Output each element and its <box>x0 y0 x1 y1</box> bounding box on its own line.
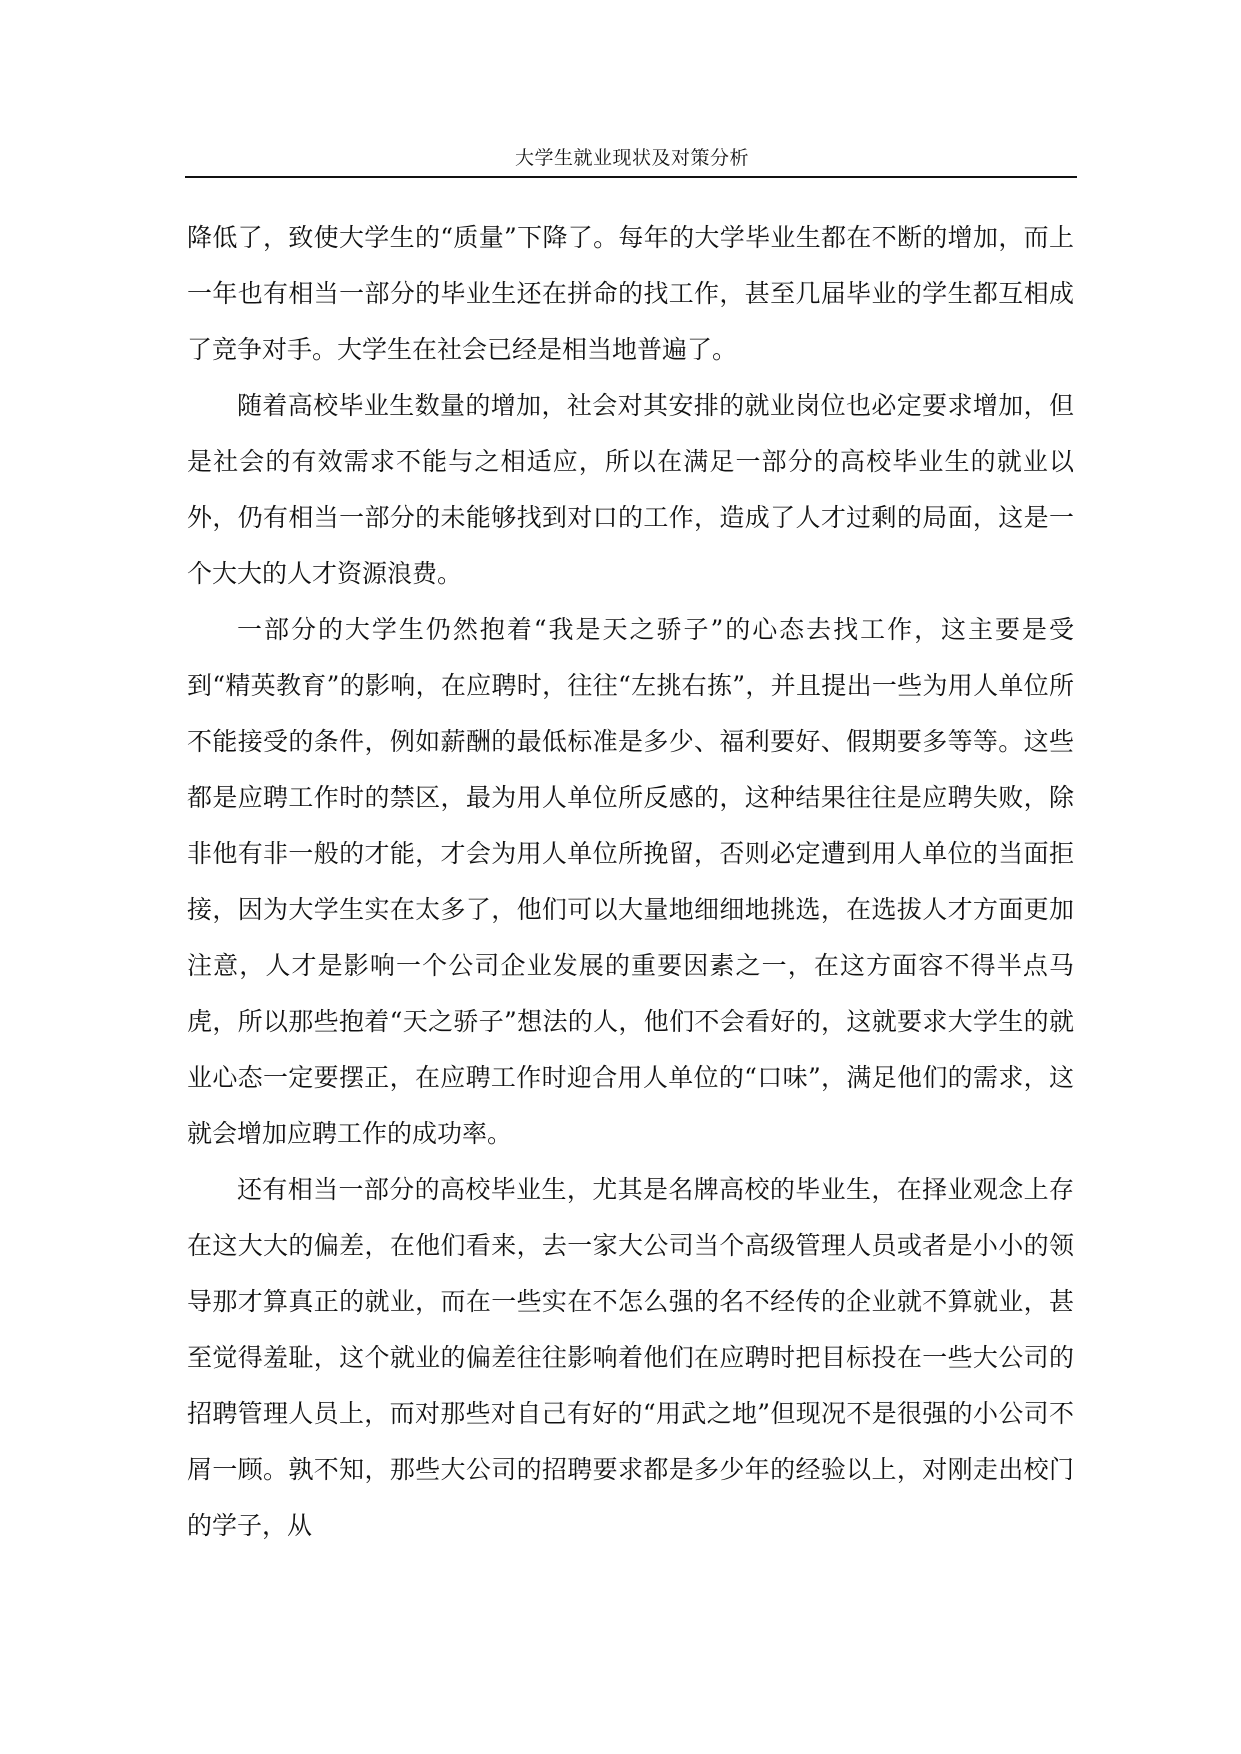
running-header-title: 大学生就业现状及对策分析 <box>514 147 749 169</box>
paragraph-1: 降低了，致使大学生的“质量”下降了。每年的大学毕业生都在不断的增加，而上一年也有相当一部分的毕业生还在拼命的找工作，甚至几届毕业的学生都互相成了竞争对手。大学生在社会已经是相当地普遍了。 <box>187 223 1074 364</box>
header-divider <box>185 176 1077 178</box>
paragraph-2: 随着高校毕业生数量的增加，社会对其安排的就业岗位也必定要求增加，但是社会的有效需求不能与之相适应，所以在满足一部分的高校毕业生的就业以外，仍有相当一部分的未能够找到对口的工作，造成了人才过剩的局面，这是一个大大的人才资源浪费。 <box>187 391 1074 588</box>
document-body <box>187 210 1074 1554</box>
paragraph-3: 一部分的大学生仍然抱着“我是天之骄子”的心态去找工作，这主要是受到“精英教育”的影响，在应聘时，往往“左挑右拣”，并且提出一些为用人单位所不能接受的条件，例如薪酬的最低标准是多少、福利要好、假期要多等等。这些都是应聘工作时的禁区，最为用人单位所反感的，这种结果往往是应聘失败，除非他有非一般的才能，才会为用人单位所挽留，否则必定遭到用人单位的当面拒接，因为大学生实在太多了，他们可以大量地细细地挑选，在选拔人才方面更加注意，人才是影响一个公司企业发展的重要因素之一，在这方面容不得半点马虎，所以那些抱着“天之骄子”想法的人，他们不会看好的，这就要求大学生的就业心态一定要摆正，在应聘工作时迎合用人单位的“口味”，满足他们的需求，这就会增加应聘工作的成功率。 <box>187 615 1074 1148</box>
paragraph-4: 还有相当一部分的高校毕业生，尤其是名牌高校的毕业生，在择业观念上存在这大大的偏差，在他们看来，去一家大公司当个高级管理人员或者是小小的领导那才算真正的就业，而在一些实在不怎么强的名不经传的企业就不算就业，甚至觉得羞耻，这个就业的偏差往往影响着他们在应聘时把目标投在一些大公司的招聘管理人员上，而对那些对自己有好的“用武之地”但现况不是很强的小公司不屑一顾。孰不知，那些大公司的招聘要求都是多少年的经验以上，对刚走出校门的学子，从 <box>187 1175 1074 1540</box>
